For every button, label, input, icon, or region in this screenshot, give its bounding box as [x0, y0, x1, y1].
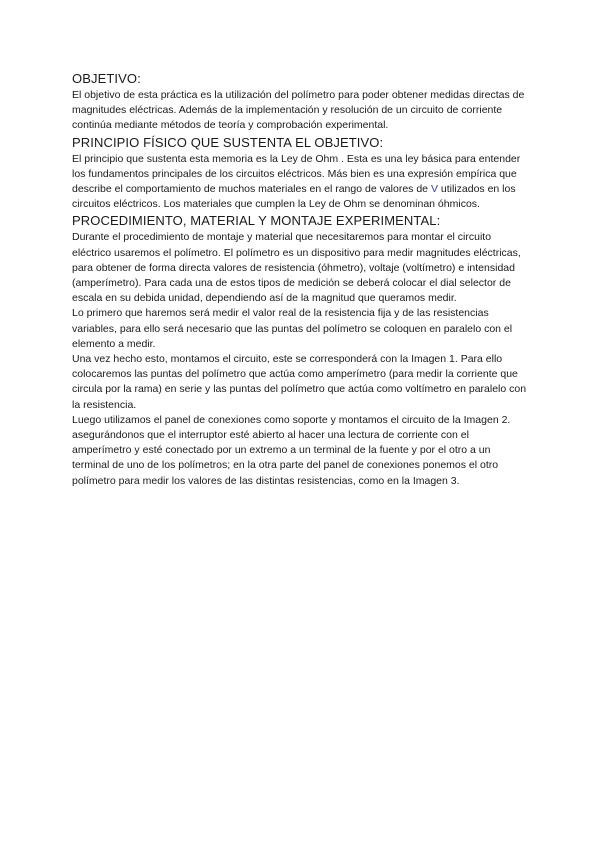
- heading-procedimiento: PROCEDIMIENTO, MATERIAL Y MONTAJE EXPERIMENTAL:: [72, 213, 441, 229]
- paragraph-principio: [72, 152, 530, 213]
- heading-objetivo: OBJETIVO:: [72, 71, 141, 86]
- principio-text-after: utilizados en los circuitos eléctricos. Los materiales que cumplen la Ley de Ohm se denominan óhmicos.: [72, 183, 516, 211]
- paragraph-procedimiento-1: Durante el procedimiento de montaje y material que necesitaremos para montar el circuito eléctrico usaremos el polímetro. El polímetro es un dispositivo para medir magnitudes eléctricas, para obtener de forma directa valores de resistencia (óhmetro), voltaje (voltímetro) e intensidad (amperímetro). Para cada una de estos tipos de medición se deberá colocar el dial selector de escala en su debida unidad, dependiendo así de la magnitud que queramos medir.: [72, 231, 521, 305]
- paragraph-objetivo: El objetivo de esta práctica es la utilización del polímetro para poder obtener medidas directas de magnitudes eléctricas. Además de la implementación y resolución de un circuito de corriente continúa mediante métodos de teoría y comprobación experimental.: [72, 89, 525, 132]
- heading-principio: PRINCIPIO FÍSICO QUE SUSTENTA EL OBJETIVO:: [72, 134, 384, 150]
- paragraph-procedimiento-3: Una vez hecho esto, montamos el circuito, este se corresponderá con la Imagen 1. Para ello colocaremos las puntas del polímetro que actúa como amperímetro (para medir la corriente que circula por la rama) en serie y las puntas del polímetro que actúa como voltímetro en paralelo con la resistencia.: [72, 353, 527, 411]
- principio-text-before: El principio que sustenta esta memoria es la Ley de Ohm . Esta es una ley básica para entender los fundamentos principales de los circuitos eléctricos. Más bien es una expresión empírica que describe el comportamiento de muchos materiales en el rango de valores de: [72, 152, 521, 196]
- paragraph-procedimiento-2: Lo primero que haremos será medir el valor real de la resistencia fija y de las resistencias variables, para ello será necesario que las puntas del polímetro se coloquen en paralelo con el elemento a medir.: [72, 307, 513, 350]
- paragraph-procedimiento-4: Luego utilizamos el panel de conexiones como soporte y montamos el circuito de la Imagen 2. asegurándonos que el interruptor esté abierto al hacer una lectura de corriente con el amperímetro y esté conectado por un extremo a un terminal de la fuente y por el otro a un terminal de uno de los polímetros; en la otra parte del panel de conexiones ponemos el otro polímetro para medir los valores de las distintas resistencias, como en la Imagen 3.: [72, 413, 511, 487]
- document-content: [72, 70, 530, 489]
- principio-text-v: V: [430, 183, 438, 196]
